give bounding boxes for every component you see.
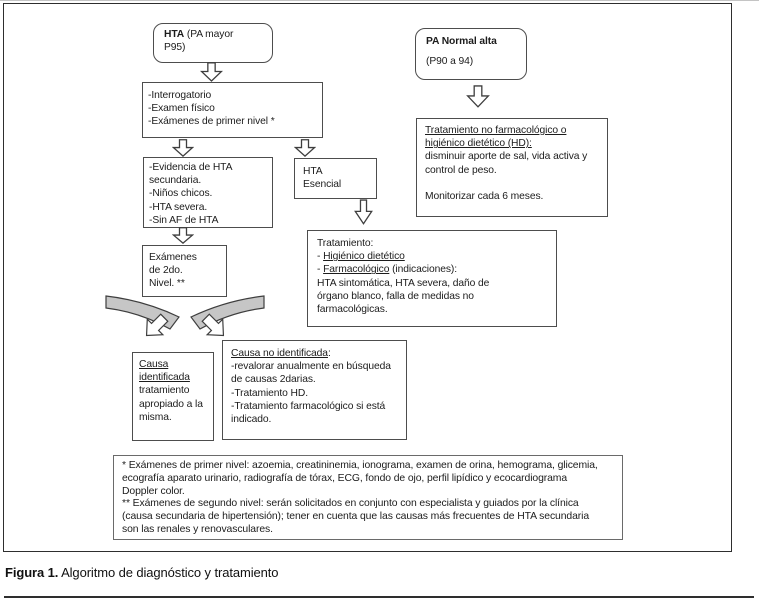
node-heading-line [231, 347, 398, 360]
causa-no-identificada-node [222, 340, 407, 440]
down-arrow-icon [172, 139, 194, 157]
top-divider [0, 0, 759, 1]
node-line: -revalorar anualmente en búsqueda de causas 2darias. [231, 361, 391, 386]
node-subtitle: (P90 a 94) [426, 56, 474, 68]
node-line: -Examen físico [148, 103, 215, 115]
node-line: -Niños chicos. [149, 188, 213, 200]
causa-identificada-node [132, 352, 214, 441]
hta-node-subtitle: (PA mayor P95) [164, 29, 234, 54]
node-line: Exámenes [149, 252, 197, 263]
node-line: de 2do. [149, 265, 183, 277]
node-title: Tratamiento: [317, 238, 374, 249]
node-body: HTA sintomática, HTA severa, daño de órgano blanco, falla de medidas no farmacológicas. [317, 277, 490, 316]
pa-normal-alta-node [415, 28, 527, 80]
figure-caption-text: Algoritmo de diagnóstico y tratamiento [58, 565, 279, 580]
down-arrow-icon [466, 85, 490, 108]
tratamiento-node [307, 230, 557, 327]
node-heading: Tratamiento no farmacológico o higiénico dietético (HD): [425, 125, 567, 150]
node-line: -Interrogatorio [148, 90, 212, 101]
down-arrow-icon [200, 62, 223, 82]
node-line: -Evidencia de HTA secundaria. [149, 162, 232, 187]
node-line: -Exámenes de primer nivel * [148, 116, 275, 128]
node-line [317, 263, 547, 276]
evidencia-secundaria-node [143, 157, 273, 228]
node-item: Farmacológico [323, 264, 390, 276]
hta-node-text [164, 28, 252, 54]
node-item: Higiénico dietético [323, 251, 405, 263]
node-heading: Causa identificada [139, 359, 190, 384]
down-arrow-icon [294, 139, 316, 157]
down-arrow-icon [172, 227, 194, 244]
node-heading-line [425, 124, 601, 150]
node-line [317, 250, 547, 263]
interrogatorio-node [142, 82, 323, 138]
node-line: -Tratamiento HD. [231, 387, 308, 399]
node-body-2: Monitorizar cada 6 meses. [425, 190, 544, 202]
hta-node-title: HTA [164, 29, 185, 40]
examenes-segundo-nivel-node [142, 245, 227, 297]
node-body: disminuir aporte de sal, vida activa y control de peso. [425, 151, 588, 176]
footnote-second-level: ** Exámenes de segundo nivel: serán solicitados en conjunto con especialista y guiados por la clínica (causa secundaria de hipertensión); tener en cuenta que las causas más frecuentes de HTA secundaria son las renales y renovasculares. [122, 498, 590, 535]
node-line: -Tratamiento farmacológico si está indicado. [231, 400, 386, 426]
node-title: PA Normal alta [426, 36, 497, 47]
bullet-dash: - [317, 264, 324, 276]
figure-caption [5, 565, 278, 580]
node-line: Nivel. ** [149, 278, 185, 290]
node-line: -HTA severa. [149, 201, 208, 213]
node-heading: Causa no identificada [231, 348, 328, 359]
figure-caption-label: Figura 1. [5, 565, 59, 580]
down-arrow-icon [354, 199, 373, 225]
bullet-dash: - [317, 251, 324, 263]
hta-esencial-node [294, 158, 377, 199]
bottom-divider [4, 596, 754, 598]
hta-node [153, 23, 273, 63]
footnote-first-level: * Exámenes de primer nivel: azoemia, creatininemia, ionograma, examen de orina, hemograma, glicemia, ecografía aparato urinario, radiografía de tórax, ECG, fondo de ojo, perfil lipídico y ecocardiograma Doppler color. [122, 460, 598, 497]
node-line: -Sin AF de HTA [149, 214, 219, 226]
node-item-suffix: (indicaciones): [389, 264, 457, 276]
footnote-box [113, 455, 623, 540]
node-body: tratamiento apropiado a la misma. [139, 385, 203, 423]
node-heading-suffix: : [327, 348, 331, 359]
node-line: HTA [303, 166, 323, 177]
tratamiento-no-farmacologico-node [416, 118, 608, 217]
node-line: Esencial [303, 179, 342, 191]
